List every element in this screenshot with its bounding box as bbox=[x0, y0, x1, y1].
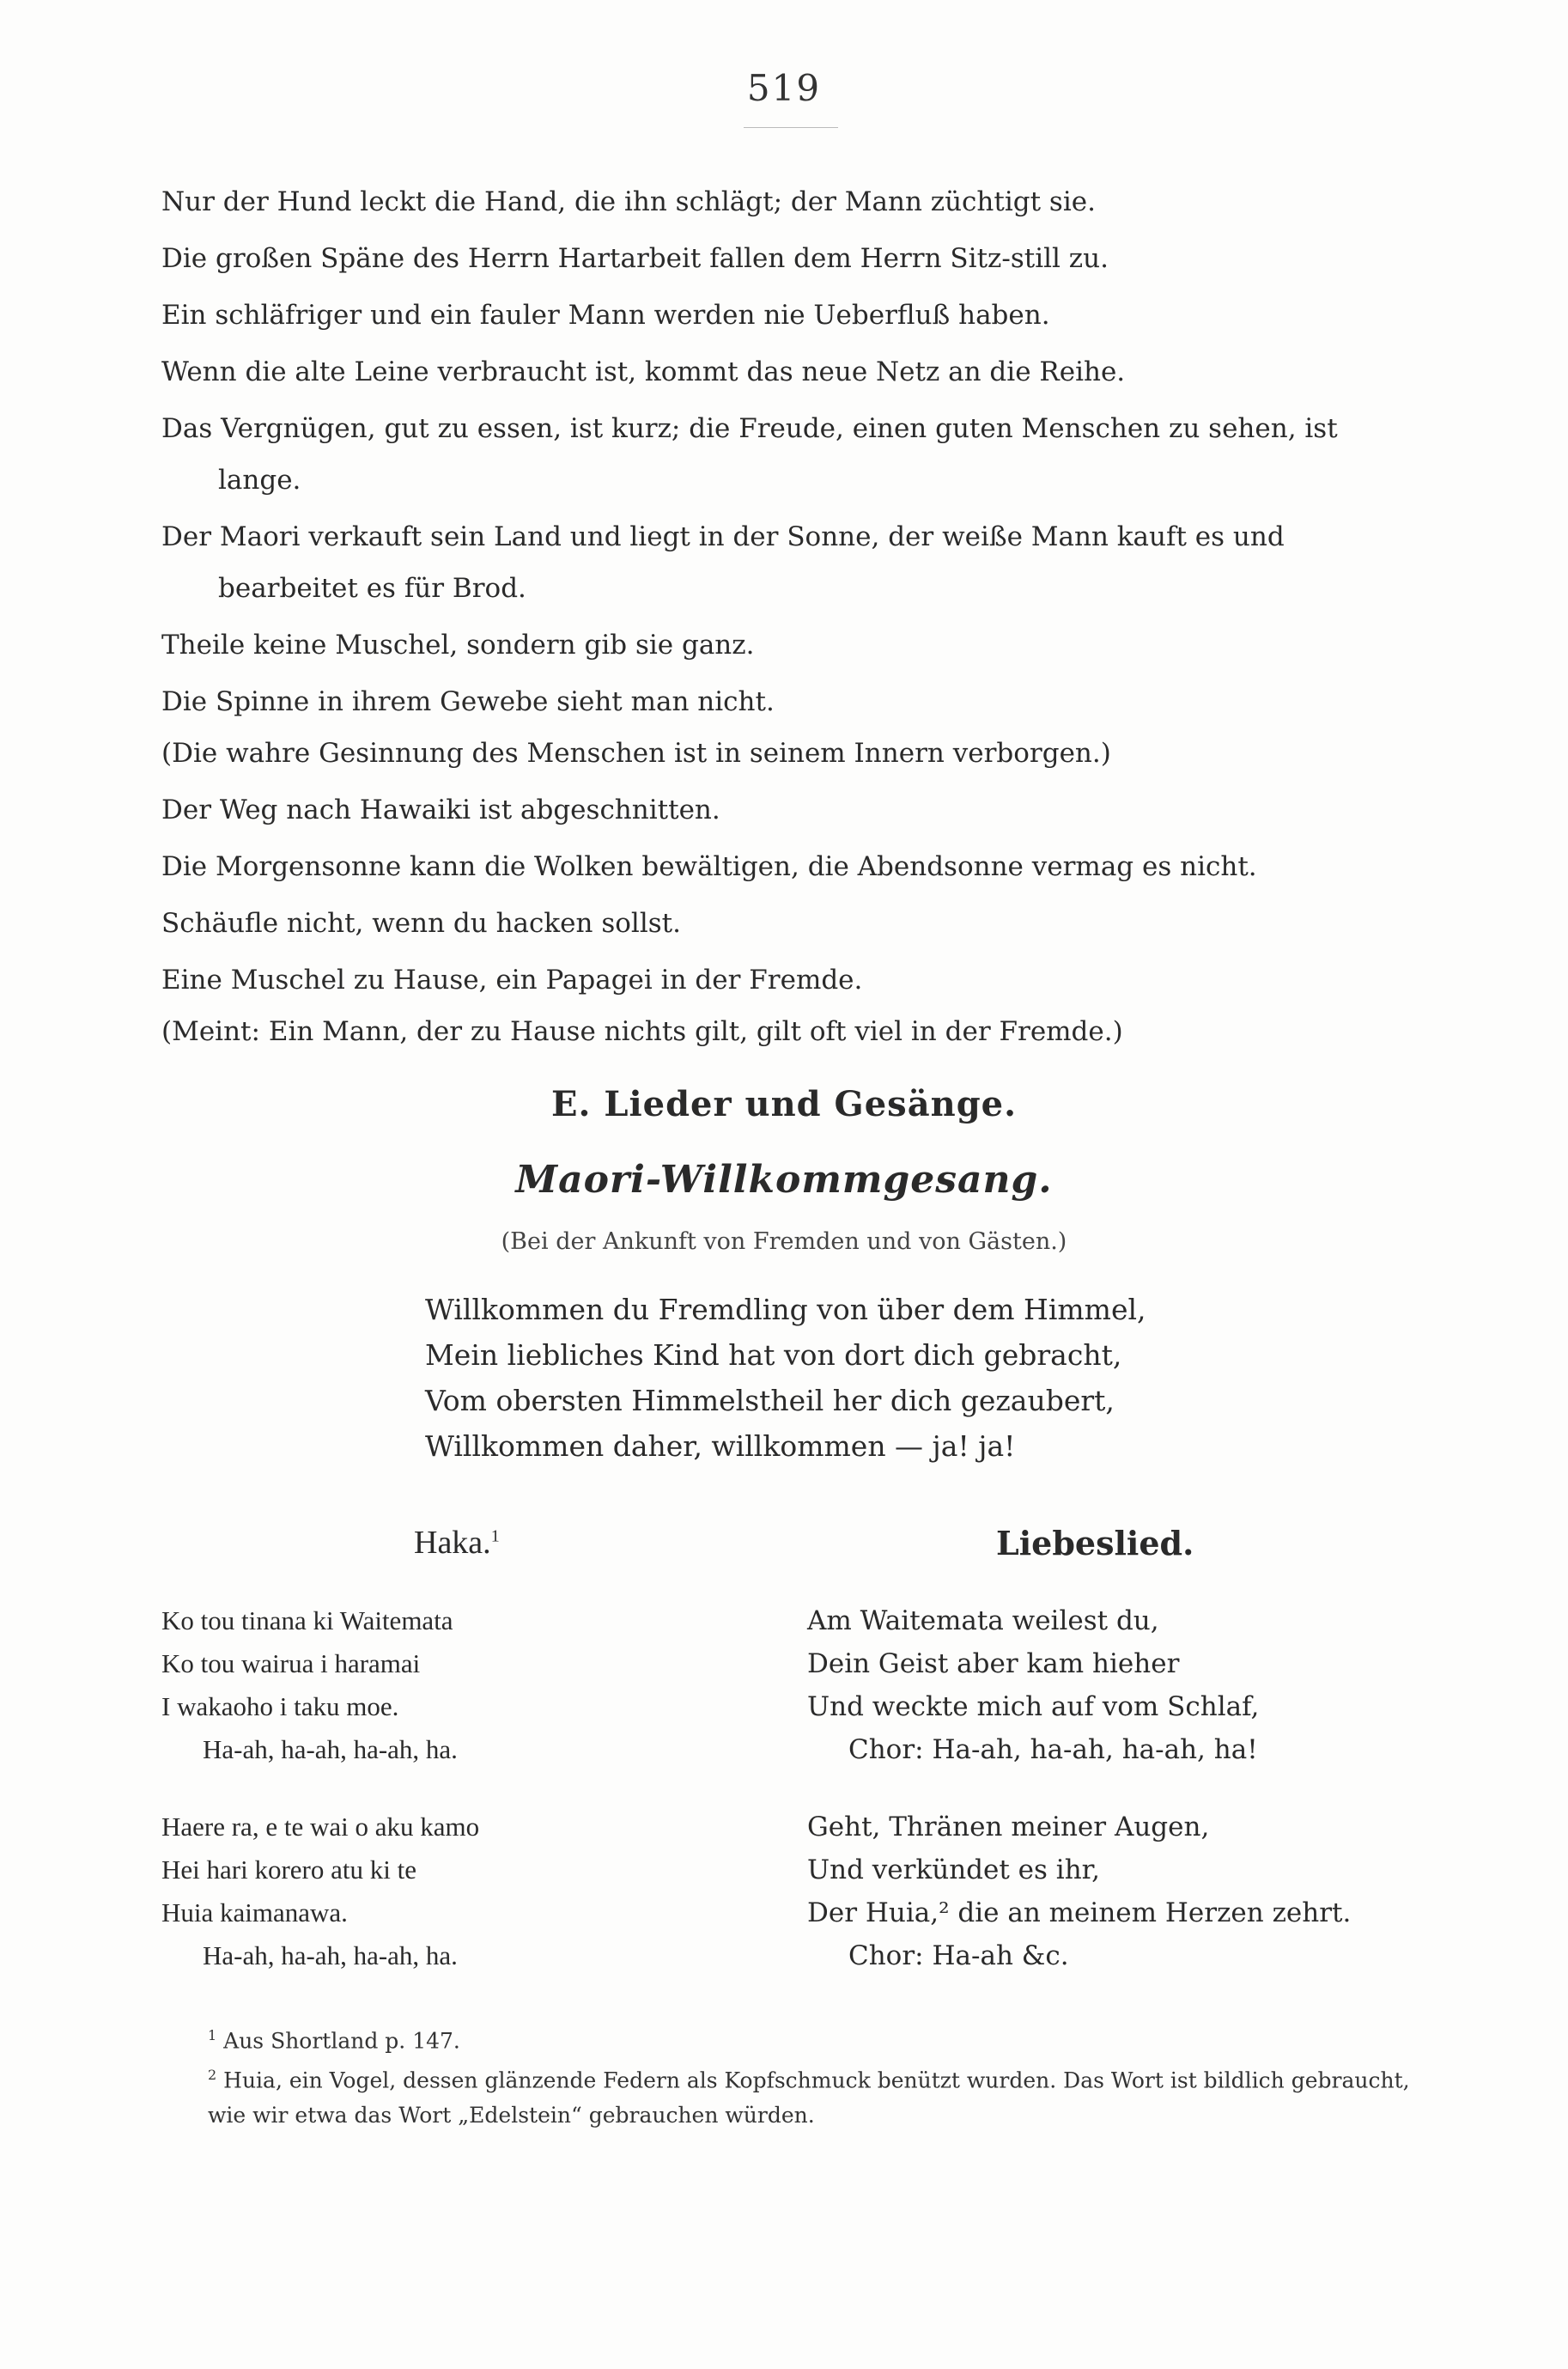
verse-line: I wakaoho i taku moe. bbox=[161, 1691, 399, 1721]
proverbs-list bbox=[161, 176, 1424, 1063]
proverb: Die Spinne in ihrem Gewebe sieht man nicht. bbox=[161, 686, 775, 717]
verse-line: Vom obersten Himmelstheil her dich gezaubert, bbox=[425, 1384, 1115, 1417]
welcome-song-subtitle: (Bei der Ankunft von Fremden und von Gästen.) bbox=[501, 1228, 1067, 1255]
proverb: Schäufle nicht, wenn du hacken sollst. bbox=[161, 908, 681, 939]
proverb: Die Morgensonne kann die Wolken bewältigen, die Abendsonne vermag es nicht. bbox=[161, 851, 1257, 882]
chorus-line: Ha-ah, ha-ah, ha-ah, ha. bbox=[203, 1734, 458, 1764]
proverb-explanation: (Meint: Ein Mann, der zu Hause nichts gilt, gilt oft viel in der Fremde.) bbox=[161, 1016, 1123, 1047]
liebeslied-stanza-1 bbox=[807, 1599, 1259, 1771]
verse-line: Der Huia,² die an meinem Herzen zehrt. bbox=[807, 1897, 1352, 1928]
footnote-ref: 1 bbox=[490, 1526, 500, 1546]
verse-line: Willkommen daher, willkommen — ja! ja! bbox=[425, 1429, 1016, 1463]
footnote-mark: 2 bbox=[208, 2067, 217, 2084]
proverb: Eine Muschel zu Hause, ein Papagei in der Fremde. bbox=[161, 965, 863, 996]
haka-title-text: Haka. bbox=[414, 1525, 491, 1561]
proverb: Der Weg nach Hawaiki ist abgeschnitten. bbox=[161, 795, 720, 825]
verse-line: Geht, Thränen meiner Augen, bbox=[807, 1812, 1210, 1842]
proverb: Ein schläfriger und ein fauler Mann werden nie Ueberfluß haben. bbox=[161, 300, 1050, 331]
liebeslied-title: Liebeslied. bbox=[996, 1524, 1194, 1562]
footnote-text: Aus Shortland p. 147. bbox=[223, 2028, 460, 2054]
haka-title bbox=[414, 1524, 500, 1562]
chorus-line: Chor: Ha-ah &c. bbox=[848, 1940, 1069, 1971]
verse-line: Willkommen du Fremdling von über dem Himmel, bbox=[425, 1293, 1146, 1326]
verse-line: Huia kaimanawa. bbox=[161, 1897, 348, 1927]
welcome-song-verse bbox=[425, 1287, 1146, 1469]
welcome-song-title: Maori-Willkommgesang. bbox=[515, 1158, 1053, 1202]
proverb: Die großen Späne des Herrn Hartarbeit fallen dem Herrn Sitz-still zu. bbox=[161, 243, 1109, 274]
verse-line: Und verkündet es ihr, bbox=[807, 1854, 1100, 1885]
proverb: Theile keine Muschel, sondern gib sie ganz. bbox=[161, 630, 755, 661]
verse-line: Haere ra, e te wai o aku kamo bbox=[161, 1812, 480, 1842]
proverb: Der Maori verkauft sein Land und liegt in der Sonne, der weiße Mann kauft es und bearbeitet es für Brod. bbox=[161, 521, 1285, 604]
proverb: Das Vergnügen, gut zu essen, ist kurz; die Freude, einen guten Menschen zu sehen, ist lange. bbox=[161, 413, 1338, 496]
footnotes bbox=[161, 2019, 1415, 2133]
haka-stanza-1 bbox=[161, 1599, 458, 1771]
verse-line: Am Waitemata weilest du, bbox=[807, 1605, 1159, 1636]
verse-line: Dein Geist aber kam hieher bbox=[807, 1648, 1180, 1679]
proverb: Wenn die alte Leine verbraucht ist, kommt das neue Netz an die Reihe. bbox=[161, 356, 1126, 387]
section-letter: E. bbox=[550, 1084, 592, 1124]
page-number: 519 bbox=[746, 67, 822, 109]
verse-line: Ko tou tinana ki Waitemata bbox=[161, 1605, 453, 1635]
footnote-mark: 1 bbox=[208, 2027, 217, 2043]
header-rule bbox=[744, 127, 838, 128]
footnote-1 bbox=[161, 2019, 1415, 2058]
footnote-2 bbox=[161, 2058, 1415, 2132]
proverb-explanation: (Die wahre Gesinnung des Menschen ist in seinem Innern verborgen.) bbox=[161, 738, 1111, 769]
verse-line: Ko tou wairua i haramai bbox=[161, 1648, 421, 1678]
section-title: Lieder und Gesänge. bbox=[604, 1084, 1018, 1124]
footnote-text: Huia, ein Vogel, dessen glänzende Federn als Kopfschmuck benützt wurden. Das Wort ist bildlich gebraucht, wie wir etwa das Wort „Edelstein“ gebrauchen würden. bbox=[208, 2068, 1410, 2128]
verse-line: Mein liebliches Kind hat von dort dich gebracht, bbox=[425, 1338, 1122, 1372]
section-heading bbox=[0, 1084, 1568, 1124]
proverb: Nur der Hund leckt die Hand, die ihn schlägt; der Mann züchtigt sie. bbox=[161, 186, 1096, 217]
verse-line: Hei hari korero atu ki te bbox=[161, 1854, 416, 1885]
verse-line: Und weckte mich auf vom Schlaf, bbox=[807, 1691, 1260, 1722]
chorus-line: Ha-ah, ha-ah, ha-ah, ha. bbox=[203, 1940, 458, 1970]
liebeslied-stanza-2 bbox=[807, 1806, 1351, 1977]
chorus-line: Chor: Ha-ah, ha-ah, ha-ah, ha! bbox=[848, 1734, 1258, 1765]
haka-stanza-2 bbox=[161, 1806, 479, 1977]
